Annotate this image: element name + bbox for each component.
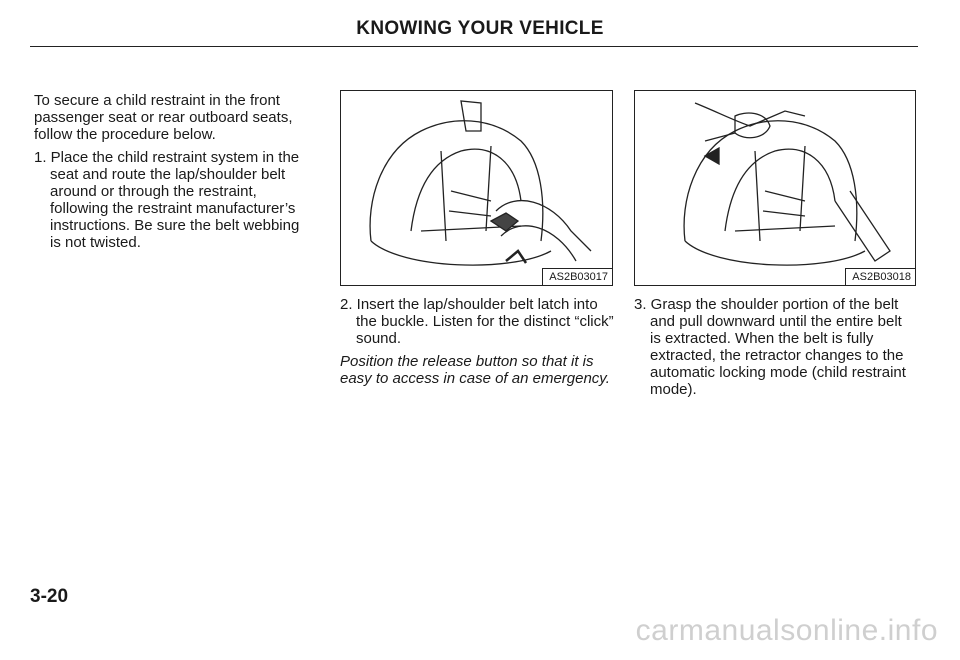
step-3: 3. Grasp the shoulder portion of the belt and pull downward until the entire belt is extracted. When the belt is fully extracted, the retractor changes to the automatic locking mode (child restraint mode). <box>634 296 906 398</box>
column-middle <box>340 296 616 393</box>
child-seat-buckle-illustration <box>341 91 612 285</box>
header-rule <box>30 46 918 47</box>
emergency-note: Position the release button so that it is easy to access in case of an emergency. <box>340 353 610 387</box>
intro-paragraph: To secure a child restraint in the front passenger seat or rear outboard seats, follow the procedure below. <box>34 92 293 143</box>
page-number: 3-20 <box>30 586 69 607</box>
watermark: carmanualsonline.info <box>635 614 938 647</box>
column-left <box>34 92 309 257</box>
figure-belt-pull <box>634 90 916 286</box>
figure-code: AS2B03018 <box>845 268 915 285</box>
figure-code: AS2B03017 <box>542 268 612 285</box>
step-2: 2. Insert the lap/shoulder belt latch into the buckle. Listen for the distinct “click” sound. <box>340 296 614 347</box>
step-1: 1. Place the child restraint system in the seat and route the lap/shoulder belt around or through the restraint, following the restraint manufacturer’s instructions. Be sure the belt webbing is not twisted. <box>34 149 300 251</box>
figure-buckle-insert <box>340 90 613 286</box>
page-header: KNOWING YOUR VEHICLE <box>356 18 604 39</box>
column-right <box>634 296 916 404</box>
child-seat-belt-pull-illustration <box>635 91 915 285</box>
